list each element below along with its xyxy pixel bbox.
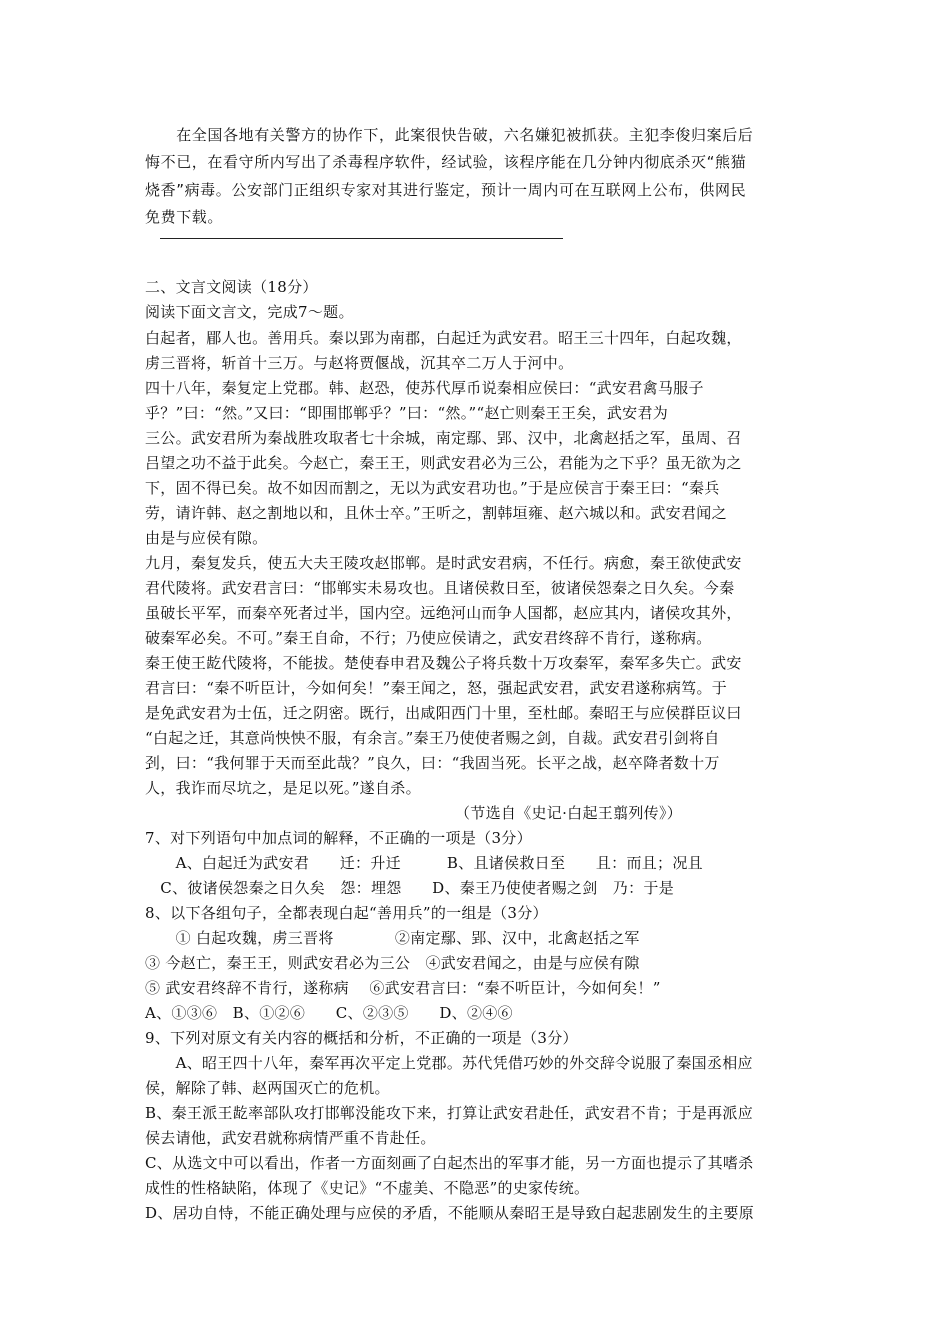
passage-line: 破秦军必矣。不可。”秦王自命，不行；乃使应侯请之，武安君终辞不肯行，遂称病。 (145, 629, 712, 647)
passage-line: 三公。武安君所为秦战胜攻取者七十余城，南定鄢、郢、汉中，北禽赵括之军，虽周、召 (145, 429, 742, 447)
passage-line: 秦王使王龁代陵将，不能拔。楚使春申君及魏公子将兵数十万攻秦军，秦军多失亡。武安 (145, 654, 742, 672)
passage-line: 由是与应侯有隙。 (145, 529, 268, 547)
question-line: C、彼诸侯怨秦之日久矣 怨：埋怨 D、秦王乃使使者赐之剑 乃：于是 (145, 879, 675, 897)
passage-line: 刭，曰：“我何罪于天而至此哉？”良久，曰：“我固当死。长平之战，赵卒降者数十万 (145, 754, 720, 772)
passage-line: 下，固不得已矣。故不如因而割之，无以为武安君功也。”于是应侯言于秦王曰：“秦兵 (145, 479, 720, 497)
intro-line: 免费下载。 (145, 208, 224, 226)
passage-line: 白起者，郿人也。善用兵。秦以郢为南郡，白起迁为武安君。昭王三十四年，白起攻魏， (145, 329, 742, 347)
instruction: 阅读下面文言文，完成7～题。 (145, 303, 354, 321)
question-line: 侯，解除了韩、赵两国灭亡的危机。 (145, 1079, 390, 1097)
question-line: ① 白起攻魏，虏三晋将 ②南定鄢、郢、汉中，北禽赵括之军 (145, 929, 640, 947)
passage-line: 君代陵将。武安君言曰：“邯郸实未易攻也。且诸侯救日至，彼诸侯怨秦之日久矣。今秦 (145, 579, 735, 597)
passage-line: “白起之迁，其意尚怏怏不服，有余言。”秦王乃使使者赐之剑，自裁。武安君引剑将自 (145, 729, 720, 747)
question-line: C、从选文中可以看出，作者一方面刻画了白起杰出的军事才能，另一方面也提示了其嗜杀 (145, 1154, 754, 1172)
question-line: 7、对下列语句中加点词的解释，不正确的一项是（3分） (145, 829, 532, 847)
passage-line: 虽破长平军，而秦卒死者过半，国内空。远绝河山而争人国都，赵应其内，诸侯攻其外， (145, 604, 742, 622)
passage-line: 虏三晋将，斩首十三万。与赵将贾偃战，沉其卒二万人于河中。 (145, 354, 574, 372)
intro-line: 烧香”病毒。公安部门正组织专家对其进行鉴定，预计一周内可在互联网上公布，供网民 (145, 181, 747, 199)
question-line: 9、下列对原文有关内容的概括和分析，不正确的一项是（3分） (145, 1029, 578, 1047)
passage-line: 四十八年，秦复定上党郡。韩、赵恐，使苏代厚币说秦相应侯曰：“武安君禽马服子 (145, 379, 704, 397)
question-line: B、秦王派王龁率部队攻打邯郸没能攻下来，打算让武安君赴任，武安君不肯；于是再派应 (145, 1104, 754, 1122)
question-line: 成性的性格缺陷，体现了《史记》“不虚美、不隐恶”的史家传统。 (145, 1179, 590, 1197)
intro-line: 悔不已，在看守所内写出了杀毒程序软件，经试验，该程序能在几分钟内彻底杀灭“熊猫 (145, 153, 747, 171)
question-line: ⑤ 武安君终辞不肯行，遂称病 ⑥武安君言曰：“秦不听臣计，今如何矣！” (145, 979, 661, 997)
question-line: 8、以下各组句子，全都表现白起“善用兵”的一组是（3分） (145, 904, 548, 922)
passage-line: 九月，秦复发兵，使五大夫王陵攻赵邯郸。是时武安君病，不任行。病愈，秦王欲使武安 (145, 554, 742, 572)
passage-line: 是免武安君为士伍，迁之阴密。既行，出咸阳西门十里，至杜邮。秦昭王与应侯群臣议曰 (145, 704, 742, 722)
passage-line: 吕望之功不益于此矣。今赵亡，秦王王，则武安君必为三公，君能为之下乎？虽无欲为之 (145, 454, 742, 472)
question-line: A、白起迁为武安君 迁：升迁 B、且诸侯救日至 且：而且；况且 (145, 854, 703, 872)
question-line: ③ 今赵亡，秦王王，则武安君必为三公 ④武安君闻之，由是与应侯有隙 (145, 954, 640, 972)
intro-line: 在全国各地有关警方的协作下，此案很快告破，六名嫌犯被抓获。主犯李俊归案后后 (145, 126, 754, 144)
source-note: （节选自《史记·白起王翦列传》） (455, 804, 683, 822)
answer-line (160, 238, 563, 239)
question-line: 侯去请他，武安君就称病情严重不肯赴任。 (145, 1129, 436, 1147)
passage-line: 人，我诈而尽坑之，是足以死。”遂自杀。 (145, 779, 421, 797)
question-line: A、①③⑥ B、①②⑥ C、②③⑤ D、②④⑥ (145, 1004, 513, 1022)
passage-line: 君言曰：“秦不听臣计，今如何矣！”秦王闻之，怒，强起武安君，武安君遂称病笃。于 (145, 679, 728, 697)
question-line: D、居功自恃，不能正确处理与应侯的矛盾，不能顺从秦昭王是导致白起悲剧发生的主要原 (145, 1204, 755, 1222)
passage-line: 乎？”曰：“然。”又曰：“即围邯郸乎？”曰：“然。”“赵亡则秦王王矣，武安君为 (145, 404, 669, 422)
section-heading: 二、文言文阅读（18分） (145, 278, 318, 296)
question-line: A、昭王四十八年，秦军再次平定上党郡。苏代凭借巧妙的外交辞令说服了秦国丞相应 (145, 1054, 753, 1072)
passage-line: 劳，请许韩、赵之割地以和，且休士卒。”王听之，割韩垣雍、赵六城以和。武安君闻之 (145, 504, 727, 522)
